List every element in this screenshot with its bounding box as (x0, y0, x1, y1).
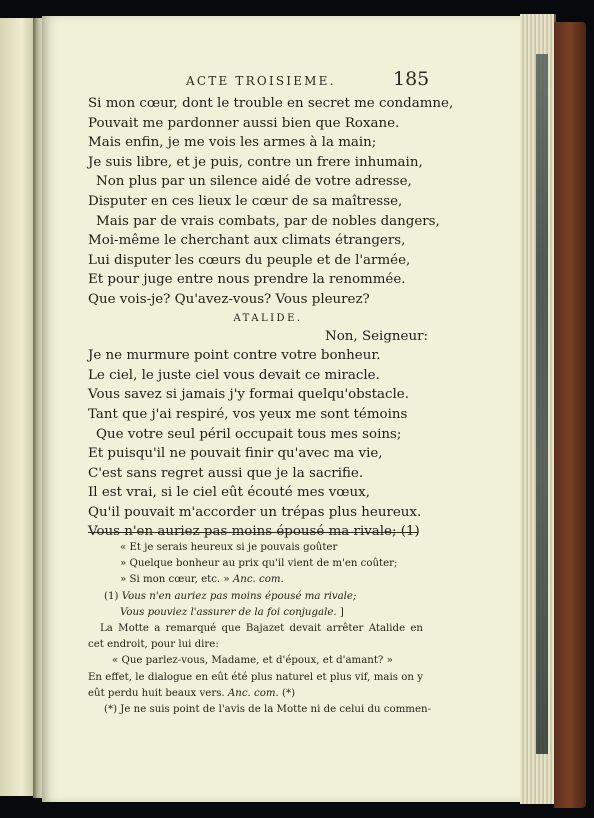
verse-line: C'est sans regret aussi que je la sacrifie. (88, 465, 364, 481)
note-quote-line: « Et je serais heureux si je pouvais goûter (120, 542, 338, 553)
speaker-reply: Non, Seigneur: (325, 328, 428, 344)
verse-line: Vous n'en auriez pas moins épousé ma rivale; (1) (88, 524, 420, 540)
verse-line: Je suis libre, et je puis, contre un frere inhumain, (88, 154, 423, 170)
note-paragraph: La Motte a remarqué que Bajazet devait arrêter Atalide en cet endroit, pour lui dire: (88, 623, 423, 651)
verse-block (88, 94, 454, 542)
running-head: ACTE TROISIEME. (186, 74, 336, 88)
verse-line: Si mon cœur, dont le trouble en secret me condamne, (88, 96, 454, 111)
note-paragraph (88, 670, 423, 702)
footnote-1-line (88, 589, 423, 605)
page-edge-shadow (536, 54, 548, 754)
footnote-2-line: (*) Je ne suis point de l'avis de la Motte ni de celui du commen- (104, 704, 431, 716)
verse-line: Non plus par un silence aidé de votre adresse, (96, 174, 412, 190)
facing-page-edge (0, 18, 36, 796)
verse-line: Et pour juge entre nous prendre la renommée. (88, 272, 406, 288)
note-quote-line: « Que parlez-vous, Madame, et d'époux, et d'amant? » (112, 655, 393, 667)
verse-line: Le ciel, le juste ciel vous devait ce miracle. (88, 367, 380, 383)
note-text: En effet, le dialogue en eût été plus naturel et plus vif, mais on y eût perdu huit beaux vers. (88, 671, 423, 699)
verse-line: Je ne murmure point contre votre bonheur. (88, 348, 381, 364)
note-quote-text: » Si mon cœur, etc. » (120, 574, 230, 586)
footnote-rule (88, 532, 418, 533)
verse-line: Moi-même le cherchant aux climats étrangers, (88, 233, 406, 249)
note-quote-line (88, 572, 423, 588)
verse-line: Tant que j'ai respiré, vos yeux me sont témoins (88, 406, 408, 422)
footnote-text: Vous pouviez l'assurer de la foi conjugale. (120, 606, 337, 618)
note-source: Anc. com. (227, 687, 279, 699)
footnote-1-line (88, 605, 423, 621)
note-quote-line: » Quelque bonheur au prix qu'il vient de m'en coûter; (120, 558, 398, 570)
footnote-text: Vous n'en auriez pas moins épousé ma rivale; (121, 590, 357, 602)
verse-line: Mais enfin, je me vois les armes à la main; (88, 135, 377, 151)
verse-line: Qu'il pouvait m'accorder un trépas plus heureux. (88, 504, 422, 520)
verse-line: Disputer en ces lieux le cœur de sa maîtresse, (88, 193, 403, 209)
verse-line: Et puisqu'il ne pouvait finir qu'avec ma vie, (88, 446, 383, 462)
page-number: 185 (393, 68, 430, 90)
speaker-name: ATALIDE. (233, 312, 303, 324)
verse-line: Que votre seul péril occupait tous mes soins; (96, 426, 402, 442)
footnote-marker: (*) (282, 687, 296, 699)
verse-line: Il est vrai, si le ciel eût écouté mes vœux, (88, 485, 370, 501)
verse-line: Mais par de vrais combats, par de nobles dangers, (96, 213, 440, 229)
verse-line: Que vois-je? Qu'avez-vous? Vous pleurez? (88, 291, 370, 307)
verse-line: Lui disputer les cœurs du peuple et de l'armée, (88, 252, 411, 268)
footnote-marker: (1) (104, 590, 119, 602)
verse-line: Pouvait me pardonner aussi bien que Roxane. (88, 115, 400, 131)
footnotes (88, 540, 431, 718)
note-source: Anc. com. (232, 574, 284, 586)
book-cover (554, 22, 586, 808)
page-edges (520, 14, 556, 804)
verse-line: Vous savez si jamais j'y formai quelqu'obstacle. (88, 387, 409, 403)
footnote-bracket: ] (339, 606, 344, 618)
